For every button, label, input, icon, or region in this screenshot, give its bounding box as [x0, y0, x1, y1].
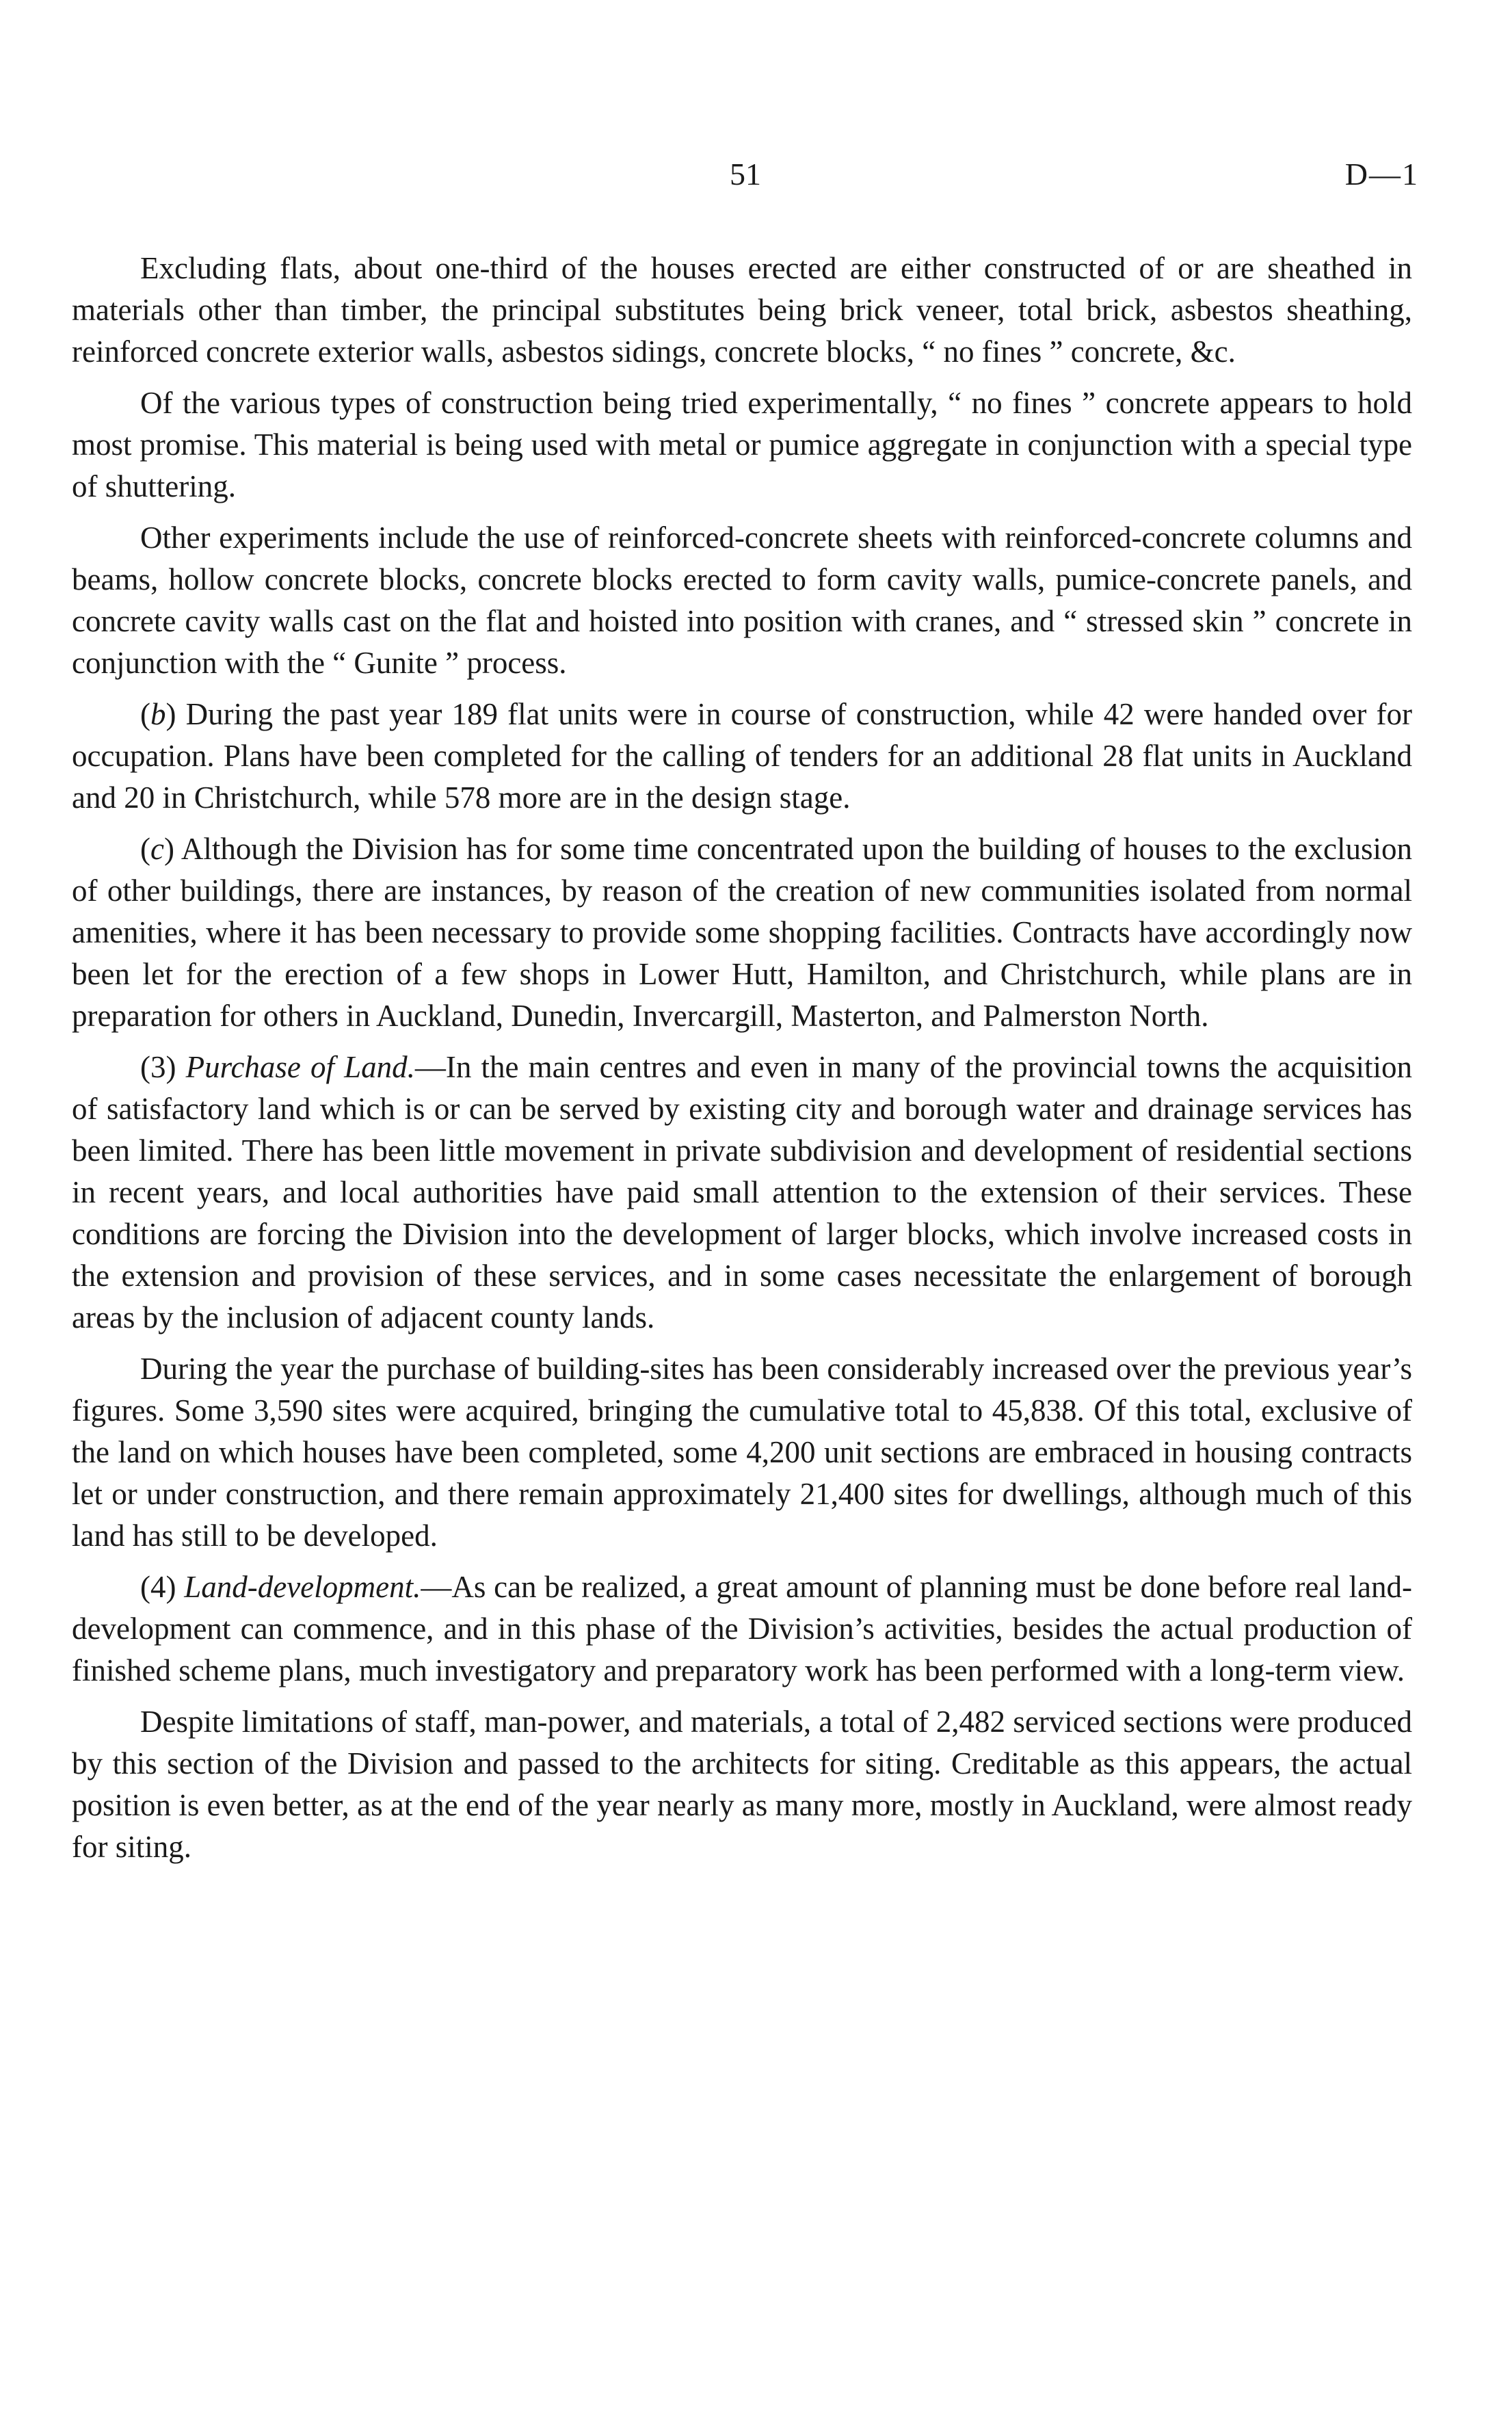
- paragraph-lead-letter: b: [150, 697, 166, 731]
- paragraph-text: Although the Division has for some time concentrated upon the building of houses to the exclusion of other buildings, there are instances, by reason of the creation of new communities isolated from normal amenities, where it has been necessary to provide some shopping facilities. Contracts have accordingly now been let for the erection of a few shops in Lower Hutt, Hamilton, and Christchurch, while plans are in preparation for others in Auckland, Dunedin, Invercargill, Masterton, and Palmerston North.: [72, 832, 1412, 1033]
- section-heading-land-development: Land-development.: [184, 1570, 421, 1604]
- paragraph-text: During the past year 189 flat units were in course of construction, while 42 were handed over for occupation. Plans have been completed for the calling of tenders for an additional 28 flat units in Auckland and 20 in Christchurch, while 578 more are in the design stage.: [72, 697, 1413, 815]
- paragraph-lead: (b): [140, 697, 176, 731]
- paragraph-lead: (4): [140, 1570, 176, 1604]
- body-text: [72, 248, 1412, 1878]
- paragraph-text: Excluding flats, about one-third of the houses erected are either constructed of or are sheathed in materials other than timber, the principal substitutes being brick veneer, total brick, asbestos sheathing, reinforced concrete exterior walls, asbestos sidings, concrete blocks, “ no fines ” concrete, &c.: [72, 251, 1412, 369]
- section-heading-purchase-of-land: Purchase of Land.: [185, 1050, 415, 1084]
- paragraph-lead-letter: c: [150, 832, 164, 866]
- paragraph-shops: [72, 828, 1412, 1037]
- paragraph-text: Despite limitations of staff, man-power, and materials, a total of 2,482 serviced sections were produced by this section of the Division and passed to the architects for siting. Creditable as this appears, the actual position is even better, as at the end of the year nearly as many more, mostly in Auckland, were almost ready for siting.: [72, 1705, 1412, 1864]
- paragraph-text: —In the main centres and even in many of the provincial towns the acquisition of satisfactory land which is or can be served by existing city and borough water and drainage services has been limited. There has been little movement in private subdivision and development of residential sections in recent years, and local authorities have paid small attention to the extension of their services. These conditions are forcing the Division into the development of larger blocks, which involve increased costs in the extension and provision of these services, and in some cases necessitate the enlargement of borough areas by the inclusion of adjacent county lands.: [72, 1050, 1412, 1335]
- page-number: 51: [730, 157, 761, 192]
- paragraph-no-fines: [72, 382, 1412, 508]
- paragraph-text: During the year the purchase of building-sites has been considerably increased over the previous year’s figures. Some 3,590 sites were acquired, bringing the cumulative total to 45,838. Of this total, exclusive of the land on which houses have been completed, some 4,200 unit sections are embraced in housing contracts let or under construction, and there remain approximately 21,400 sites for dwellings, although much of this land has still to be developed.: [72, 1352, 1412, 1553]
- paragraph-lead: (c): [140, 832, 174, 866]
- paragraph-land-development: [72, 1566, 1412, 1692]
- paragraph-excluding-flats: [72, 248, 1412, 373]
- paragraph-text: —As can be realized, a great amount of planning must be done before real land-development can commence, and in this phase of the Division’s activities, besides the actual production of finished scheme plans, much investigatory and preparatory work has been performed with a long-term view.: [72, 1570, 1413, 1687]
- paragraph-purchase-of-land: [72, 1047, 1412, 1339]
- paragraph-serviced-sections: [72, 1701, 1412, 1868]
- paragraph-lead: (3): [140, 1050, 176, 1084]
- page-header: [72, 156, 1419, 197]
- paragraph-text: Of the various types of construction being tried experimentally, “ no fines ” concrete appears to hold most promise. This material is being used with metal or pumice aggregate in conjunction with a special type of shuttering.: [72, 386, 1412, 503]
- paragraph-building-sites: [72, 1348, 1412, 1557]
- paragraph-text: Other experiments include the use of reinforced-concrete sheets with reinforced-concrete columns and beams, hollow concrete blocks, concrete blocks erected to form cavity walls, pumice-concrete panels, and concrete cavity walls cast on the flat and hoisted into position with cranes, and “ stressed skin ” concrete in conjunction with the “ Gunite ” process.: [72, 521, 1412, 680]
- paragraph-other-experiments: [72, 517, 1412, 684]
- document-code: D—1: [1344, 157, 1419, 192]
- paragraph-flat-units: [72, 694, 1412, 819]
